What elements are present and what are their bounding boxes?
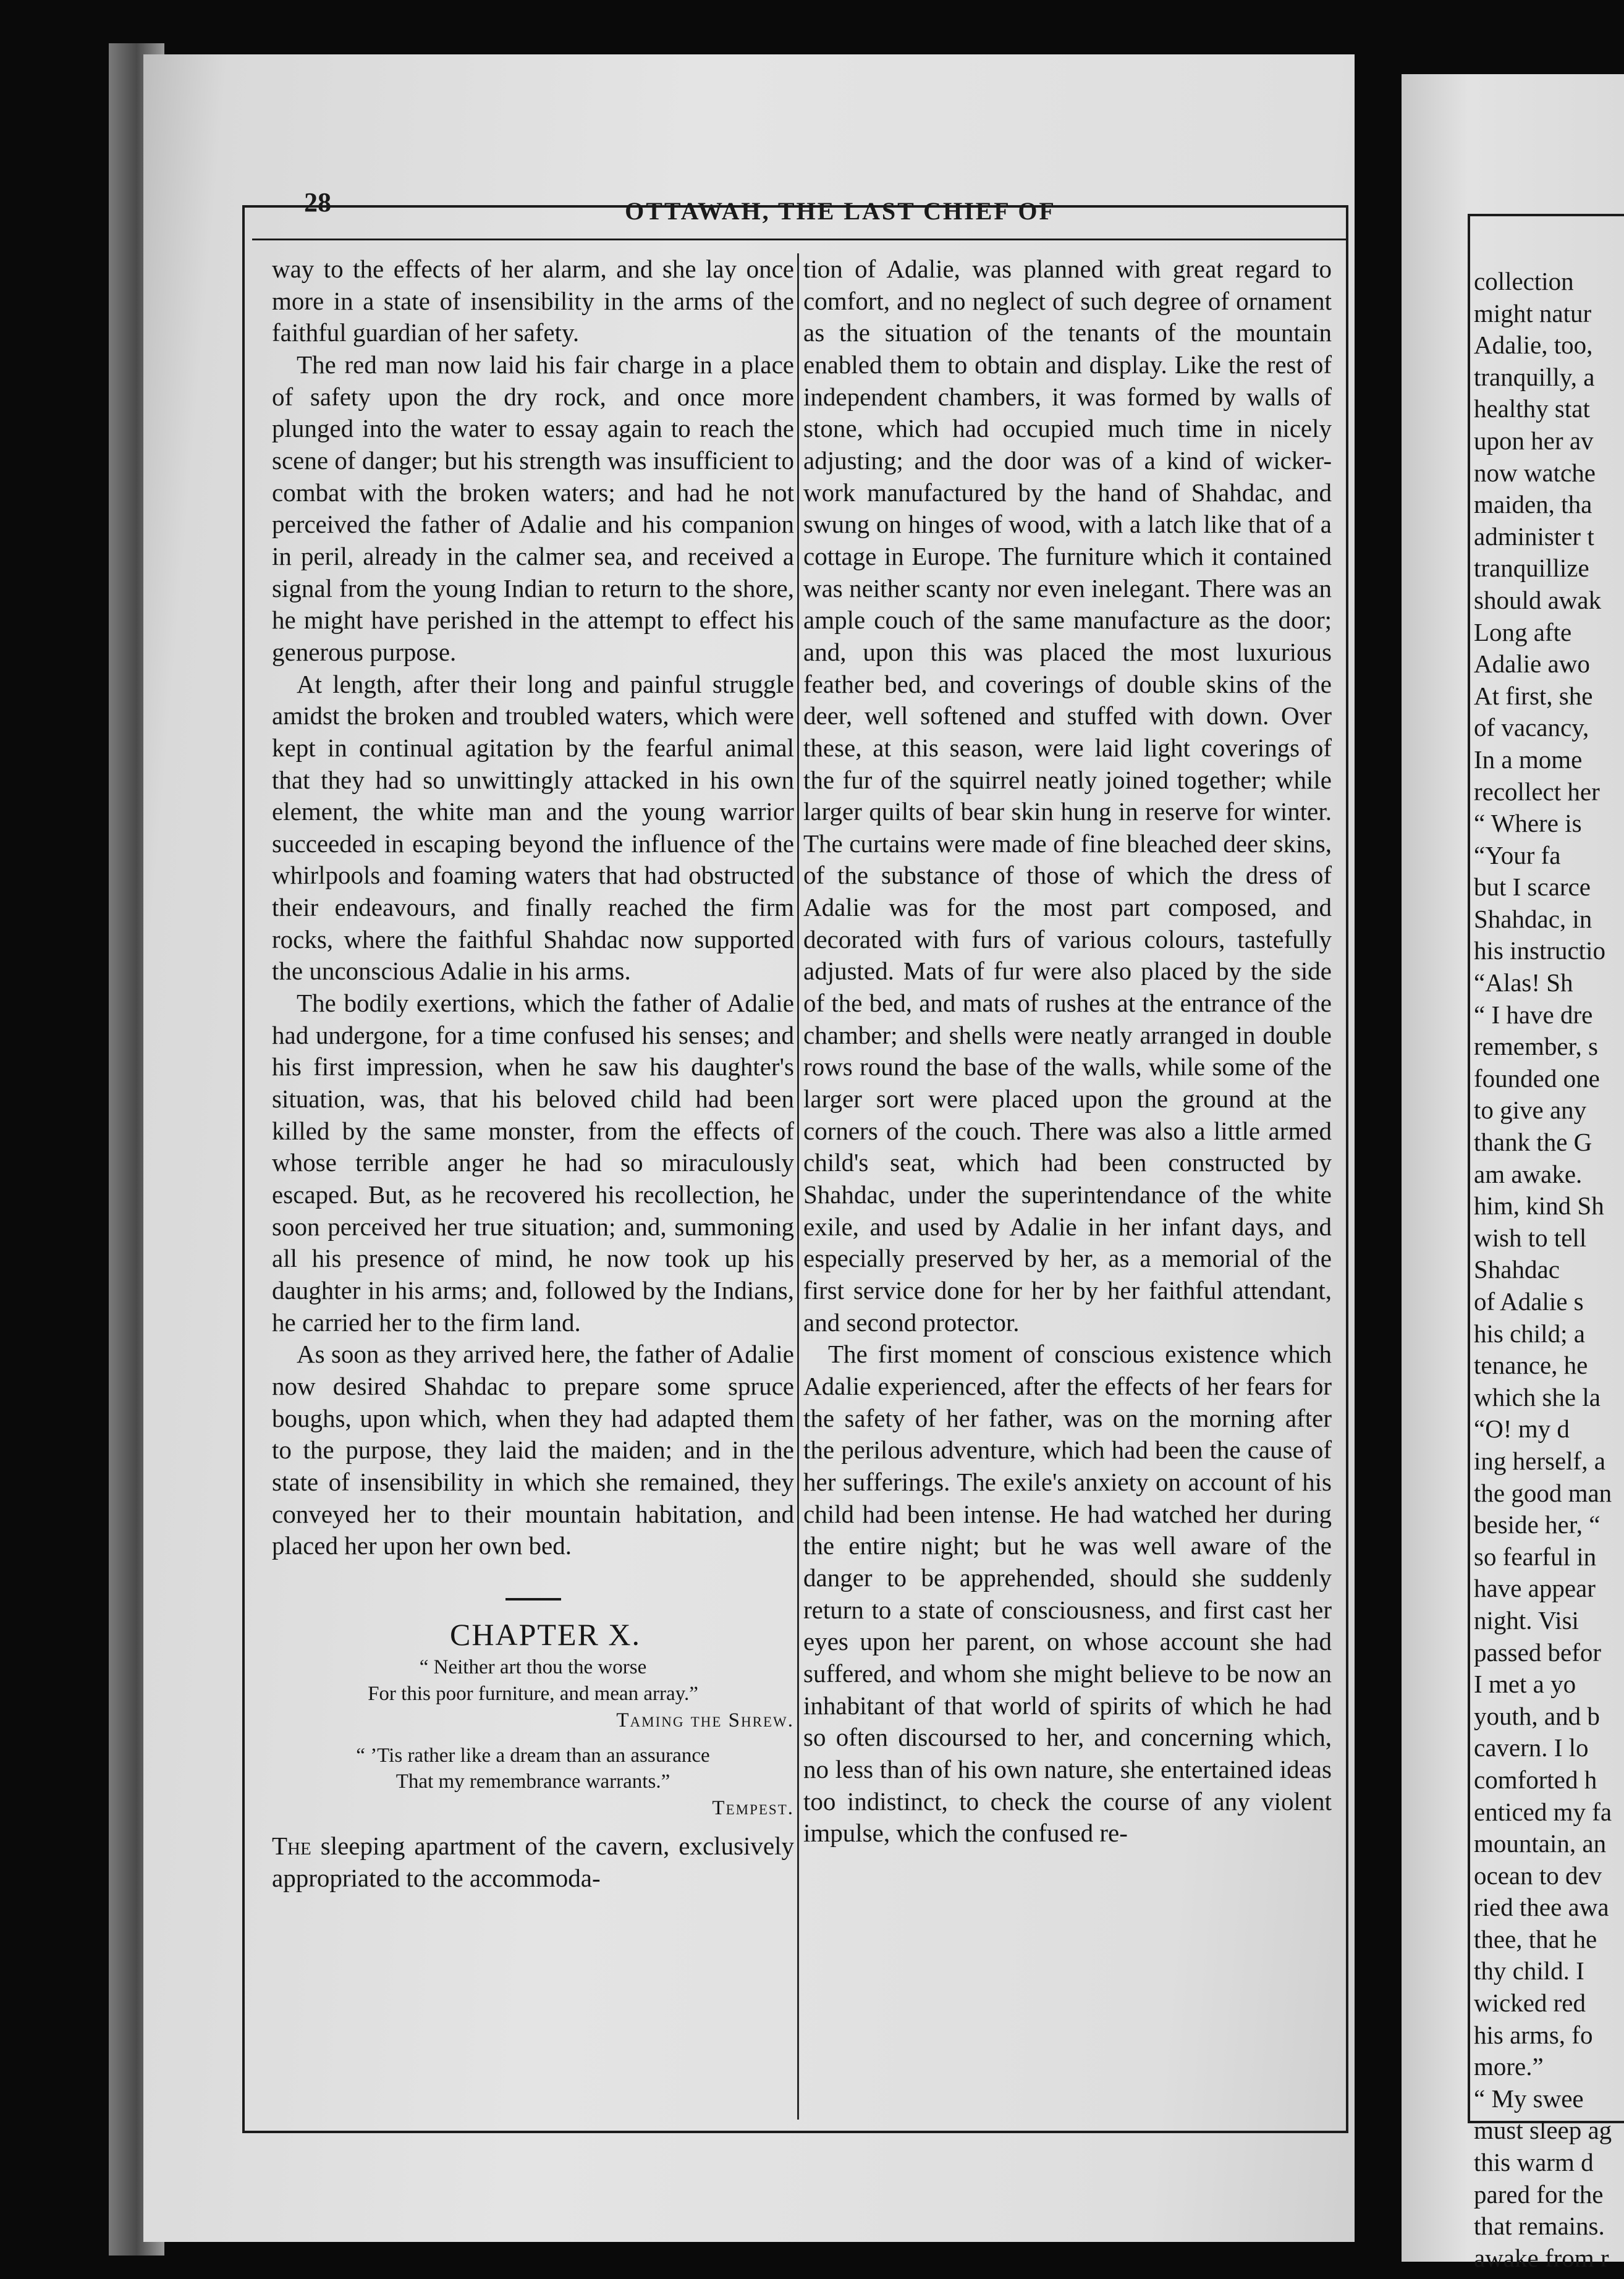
chapter-heading: CHAPTER X. — [450, 1617, 641, 1652]
facing-page-line: have appear — [1474, 1574, 1596, 1603]
facing-page-line: remember, s — [1474, 1032, 1598, 1061]
facing-page-line: Shahdac — [1474, 1255, 1560, 1284]
chapter-opening-word: The — [272, 1832, 311, 1861]
facing-page-line: now watche — [1474, 458, 1596, 487]
facing-page-line: to give any — [1474, 1096, 1587, 1125]
paragraph: At length, after their long and painful struggle amidst the broken and troubled waters, which were kept in continual agitation by the fearful animal that they had so unwittingly attacked in his own element, the white man and the young warrior succeeded in escaping beyond the influence of the whirlpools and foaming waters that had obstructed their endeavours, and finally reached the firm rocks, where the faithful Shahdac now supported the unconscious Adalie in his arms. — [272, 669, 794, 986]
facing-page-line: should awak — [1474, 585, 1602, 614]
facing-page-line: of vacancy, — [1474, 713, 1589, 742]
paragraph: As soon as they arrived here, the father of Adalie now desired Shahdac to prepare some spruce boughs, upon which, when they had adapted them to the purpose, they laid the maiden; and in the state of insensibility in which she remained, they conveyed her to their mountain habitation, and placed her upon her own bed. — [272, 1340, 794, 1560]
facing-page-line: thy child. I — [1474, 1956, 1584, 1985]
facing-page-line: thee, that he — [1474, 1924, 1597, 1953]
facing-page-line: which she la — [1474, 1382, 1601, 1411]
facing-page-line: At first, she — [1474, 681, 1593, 710]
facing-page-line: must sleep ag — [1474, 2116, 1612, 2145]
facing-page-line: tranquilly, a — [1474, 362, 1595, 391]
facing-page-text — [1474, 266, 1624, 2274]
facing-page-line: collection — [1474, 267, 1574, 295]
facing-page-line: “ I have dre — [1474, 1000, 1593, 1029]
facing-page-line: “Alas! Sh — [1474, 968, 1573, 997]
chapter-opening-text: sleeping apartment of the cavern, exclusively appropriated to the accommoda- — [272, 1832, 794, 1892]
facing-page-line: so fearful in — [1474, 1542, 1597, 1571]
facing-page-line: In a mome — [1474, 745, 1583, 774]
facing-page-line: “ My swee — [1474, 2084, 1584, 2113]
facing-page-line: pared for the — [1474, 2180, 1604, 2209]
facing-page-line: awake from r — [1474, 2243, 1609, 2272]
facing-page-line: Long afte — [1474, 617, 1572, 646]
facing-page-line: his child; a — [1474, 1319, 1585, 1348]
running-head: OTTAWAH, THE LAST CHIEF OF — [625, 197, 1056, 225]
facing-page-line: ried thee awa — [1474, 1893, 1609, 1922]
facing-page-line: “ Where is — [1474, 809, 1582, 838]
facing-page-line: youth, and b — [1474, 1701, 1600, 1730]
facing-page-line: “Your fa — [1474, 840, 1561, 869]
epigraph-line: “ ’Tis rather like a dream than an assurance — [356, 1744, 710, 1767]
facing-page-line: of Adalie s — [1474, 1287, 1584, 1316]
section-rule — [505, 1598, 561, 1600]
epigraph-line: For this poor furniture, and mean array.” — [368, 1682, 698, 1705]
facing-page-line: thank the G — [1474, 1128, 1592, 1157]
facing-page-line: maiden, tha — [1474, 490, 1592, 519]
facing-page-line: passed befor — [1474, 1638, 1602, 1667]
facing-page-line: more.” — [1474, 2052, 1544, 2081]
facing-page-line: I met a yo — [1474, 1670, 1576, 1699]
page-number: 28 — [304, 187, 331, 218]
facing-page-line: am awake. — [1474, 1159, 1583, 1188]
facing-page-line: his instructio — [1474, 936, 1605, 965]
facing-page-line: tenance, he — [1474, 1351, 1588, 1380]
facing-page-line: Adalie, too, — [1474, 331, 1593, 360]
facing-page-line: night. Visi — [1474, 1605, 1579, 1634]
paragraph: way to the effects of her alarm, and she lay once more in a state of insensibility in the arms of the faithful guardian of her safety. — [272, 255, 794, 347]
facing-page-line: ocean to dev — [1474, 1861, 1602, 1890]
facing-page-line: “O! my d — [1474, 1414, 1570, 1444]
facing-page-line: wish to tell — [1474, 1223, 1587, 1252]
facing-page-line: mountain, an — [1474, 1829, 1607, 1858]
chapter-opening-paragraph — [272, 1830, 794, 1894]
facing-page-line: tranquillize — [1474, 554, 1589, 583]
paragraph: The first moment of conscious existence which Adalie experienced, after the effects of her fears for the safety of her father, was on the morning after the perilous adventure, which had been the cause of her sufferings. The exile's anxiety on account of his child had been intense. He had watched her during the entire night; but he was well aware of the danger to be apprehended, should she suddenly return to a state of consciousness, and first cast her eyes upon her parent, on whose account she had suffered, and whom she might believe to be now an inhabitant of that world of spirits of which he had so often discoursed to her, and concerning which, no less than of his own nature, she entertained ideas too indistinct, to check the course of any violent impulse, which the confused re- — [803, 1340, 1332, 1848]
facing-page-line: him, kind Sh — [1474, 1191, 1604, 1220]
paragraph: The red man now laid his fair charge in a place of safety upon the dry rock, and once more plunged into the water to essay again to reach the scene of danger; but his strength was insufficient to combat with the broken waters; and had he not perceived the father of Adalie and his companion in peril, already in the calmer sea, and received a signal from the young Indian to return to the shore, he might have perished in the attempt to effect his generous purpose. — [272, 350, 794, 666]
facing-page-line: founded one — [1474, 1063, 1600, 1093]
epigraph-tempest — [272, 1743, 794, 1822]
facing-page-line: his arms, fo — [1474, 2020, 1593, 2049]
facing-page-line: recollect her — [1474, 777, 1600, 806]
column-divider — [797, 253, 799, 2120]
facing-page-line: upon her av — [1474, 426, 1594, 455]
facing-page-line: comforted h — [1474, 1765, 1597, 1794]
facing-page-line: that remains. — [1474, 2212, 1605, 2241]
facing-page-line: the good man — [1474, 1478, 1612, 1507]
epigraph-line: “ Neither art thou the worse — [419, 1655, 647, 1678]
text-column-right — [803, 253, 1332, 1850]
paragraph: tion of Adalie, was planned with great regard to comfort, and no neglect of such degree of ornament as the situation of the tenants of the mountain enabled them to obtain and display. Like the rest of independent chambers, it was formed by walls of stone, which had occupied much time in nicely adjusting; and the door was of a kind of wicker-work manufactured by the hand of Shahdac, and swung on hinges of wood, with a latch like that of a cottage in Europe. The furniture which it contained was neither scanty nor even inelegant. There was an ample couch of the same manufacture as the door; and, upon this was placed the most luxurious feather bed, and coverings of double skins of the deer, well softened and stuffed with down. Over these, at this season, were laid light coverings of the fur of the squirrel neatly joined together; while larger quilts of bear skin hung in reserve for winter. The curtains were made of fine bleached deer skins, of the substance of those of which the dress of Adalie was for the most part composed, and decorated with furs of various colours, tastefully adjusted. Mats of fur were also placed by the side of the bed, and mats of rushes at the entrance of the chamber; and shells were neatly arranged in double rows round the base of the walls, while some of the larger sort were placed upon the ground at the corners of the couch. There was also a little armed child's seat, which had been constructed by Shahdac, under the superintendance of the white exile, and used by Adalie in her infant days, and especially preserved by her, as a memorial of the first service done for her by her faithful attendant, and second protector. — [803, 255, 1332, 1337]
text-column-left — [272, 253, 794, 1895]
epigraph-attribution: Tempest. — [712, 1797, 794, 1820]
facing-page-line: this warm d — [1474, 2148, 1594, 2177]
facing-page-line: beside her, “ — [1474, 1510, 1601, 1539]
paragraph: The bodily exertions, which the father of Adalie had undergone, for a time confused his senses; and his first impression, when he saw his daughter's situation, was, that his beloved child had been killed by the same monster, from the effects of whose terrible anger he had so miraculously escaped. But, as he recovered his recollection, he soon perceived her true situation; and, summoning all his presence of mind, he now took up his daughter in his arms; and, followed by the Indians, he carried her to the firm land. — [272, 989, 794, 1337]
facing-page-line: Shahdac, in — [1474, 904, 1592, 933]
facing-page-line: might natur — [1474, 298, 1592, 328]
facing-page-line: Adalie awo — [1474, 649, 1590, 679]
facing-page-line: but I scarce — [1474, 873, 1591, 902]
facing-page-line: administer t — [1474, 522, 1594, 551]
epigraph-taming-of-the-shrew — [272, 1654, 794, 1734]
facing-page-line: enticed my fa — [1474, 1797, 1612, 1826]
epigraph-attribution: Taming the Shrew. — [616, 1709, 794, 1731]
facing-page-line: healthy stat — [1474, 394, 1590, 423]
facing-page-line: ing herself, a — [1474, 1446, 1605, 1475]
facing-page-line: cavern. I lo — [1474, 1733, 1589, 1762]
facing-page-line: wicked red — [1474, 1989, 1586, 2018]
epigraph-line: That my remembrance warrants.” — [395, 1770, 670, 1793]
